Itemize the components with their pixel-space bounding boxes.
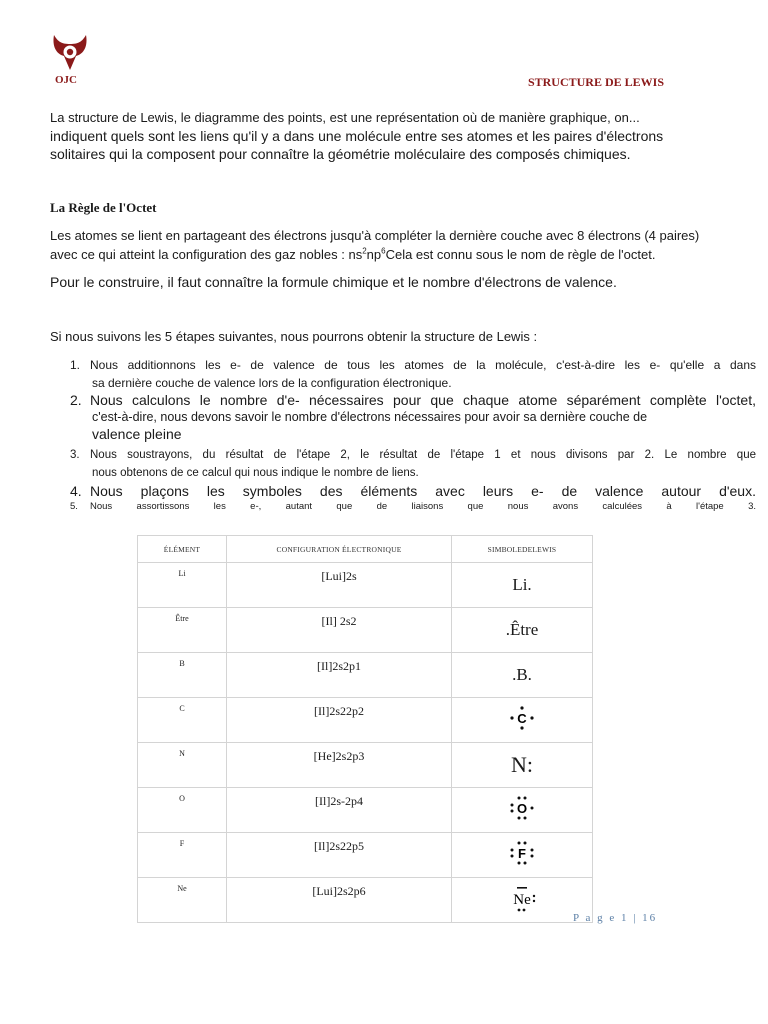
lewis-symbol: O [516,800,528,816]
lewis-symbol-cell [452,788,593,833]
construct-paragraph: Pour le construire, il faut connaître la formule chimique et le nombre d'électrons de valence. [50,274,617,290]
step-number: 5. [70,501,78,512]
element-cell: F [138,833,227,878]
element-cell: Ne [138,878,227,923]
step-text: Nous plaçons les symboles des éléments avec leurs e- de valence autour d'eux. [90,483,756,499]
intro-paragraph [50,109,720,163]
step-number: 1. [70,358,81,372]
step-2 [70,392,756,443]
logo-text: OJC [55,74,77,86]
config-cell: [Il]2s22p2 [227,698,452,743]
section-title: La Règle de l'Octet [50,200,157,215]
step-number: 2. [70,392,82,408]
fluorine-lewis-dot-icon [508,839,536,867]
lewis-symbol: Ne [513,891,531,908]
table-row [138,608,593,653]
step-3 [70,446,756,482]
octet-text: np [366,247,382,262]
lewis-symbol: .Être [505,620,539,639]
config-cell: [Il] 2s2 [227,608,452,653]
superscript: 2 [362,246,367,256]
table-row [138,788,593,833]
config-cell: [Lui]2s2p6 [227,878,452,923]
step-text: nous obtenons de ce calcul qui nous indique le nombre de liens. [92,467,419,479]
element-cell: N [138,743,227,788]
element-cell: C [138,698,227,743]
document-title: STRUCTURE DE LEWIS [527,75,664,89]
table-row [138,878,593,923]
step-text: c'est-à-dire, nous devons savoir le nombre d'électrons nécessaires pour avoir sa dernière couche de [92,410,648,424]
header-element: ÉLÉMENT [138,536,227,563]
page-number: P a g e 1 | 16 [573,912,658,924]
ojc-logo-icon [50,32,90,72]
superscript: 6 [381,246,386,256]
lewis-structure-table [137,535,593,923]
step-4 [70,482,756,500]
lewis-symbol: F [518,845,526,861]
config-cell: [Lui]2s [227,563,452,608]
step-text: Nous soustrayons, du résultat de l'étape 2, le résultat de l'étape 1 et nous divisons par 2. Le nombre que [90,449,756,461]
step-text: valence pleine [92,426,182,442]
element-cell: B [138,653,227,698]
lewis-symbol: C [517,710,527,726]
lewis-symbol-cell [452,563,593,608]
carbon-lewis-dot-icon [508,704,536,732]
steps-intro: Si nous suivons les 5 étapes suivantes, nous pourrons obtenir la structure de Lewis : [50,329,538,344]
element-cell: O [138,788,227,833]
table-row [138,833,593,878]
lewis-symbol-cell [452,878,593,923]
lewis-symbol-cell [452,608,593,653]
config-cell: [Il]2s-2p4 [227,788,452,833]
lewis-symbol-cell [452,698,593,743]
element-cell: Li [138,563,227,608]
octet-line [50,245,720,264]
octet-text: avec ce qui atteint la configuration des gaz nobles : ns [50,247,363,262]
neon-lewis-dot-icon [505,883,539,913]
step-5 [70,500,756,514]
lewis-symbol-cell [452,743,593,788]
element-cell: Être [138,608,227,653]
octet-text: Cela est connu sous le nom de règle de l'octet. [385,247,656,262]
table-row [138,698,593,743]
header-configuration: CONFIGURATION ÉLECTRONIQUE [227,536,452,563]
intro-line: La structure de Lewis, le diagramme des points, est une représentation où de manière graphique, on... [50,110,640,125]
config-cell: [Il]2s2p1 [227,653,452,698]
step-number: 4. [70,483,82,499]
step-text: sa dernière couche de valence lors de la configuration électronique. [92,376,452,390]
intro-line: solitaires qui la composent pour connaître la géométrie moléculaire des composés chimiques. [50,146,631,162]
table-row [138,743,593,788]
table-row [138,563,593,608]
step-text: Nous additionnons les e- de valence de tous les atomes de la molécule, c'est-à-dire les e- qu'elle a dans [90,358,756,372]
lewis-symbol: Li. [512,575,532,594]
table-header-row [138,536,593,563]
header-lewis-symbol: SIMBOLEDELEWIS [452,536,593,563]
intro-line: indiquent quels sont les liens qu'il y a dans une molécule entre ses atomes et les paires d'électrons [50,128,664,144]
lewis-symbol-cell [452,833,593,878]
config-cell: [He]2s2p3 [227,743,452,788]
lewis-symbol: N: [511,752,533,777]
octet-line: Les atomes se lient en partageant des électrons jusqu'à compléter la dernière couche avec 8 électrons (4 paires) [50,228,700,243]
lewis-symbol-cell [452,653,593,698]
step-number: 3. [70,449,80,461]
step-text: Nous calculons le nombre d'e- nécessaires pour que chaque atome séparément complète l'octet, [90,392,756,408]
config-cell: [Il]2s22p5 [227,833,452,878]
octet-paragraph [50,226,720,264]
oxygen-lewis-dot-icon [508,794,536,822]
table-row [138,653,593,698]
step-text: Nous assortissons les e-, autant que de liaisons que nous avons calculées à l'étape 3. [90,501,756,512]
step-1 [70,356,756,392]
lewis-symbol: .B. [512,665,532,684]
